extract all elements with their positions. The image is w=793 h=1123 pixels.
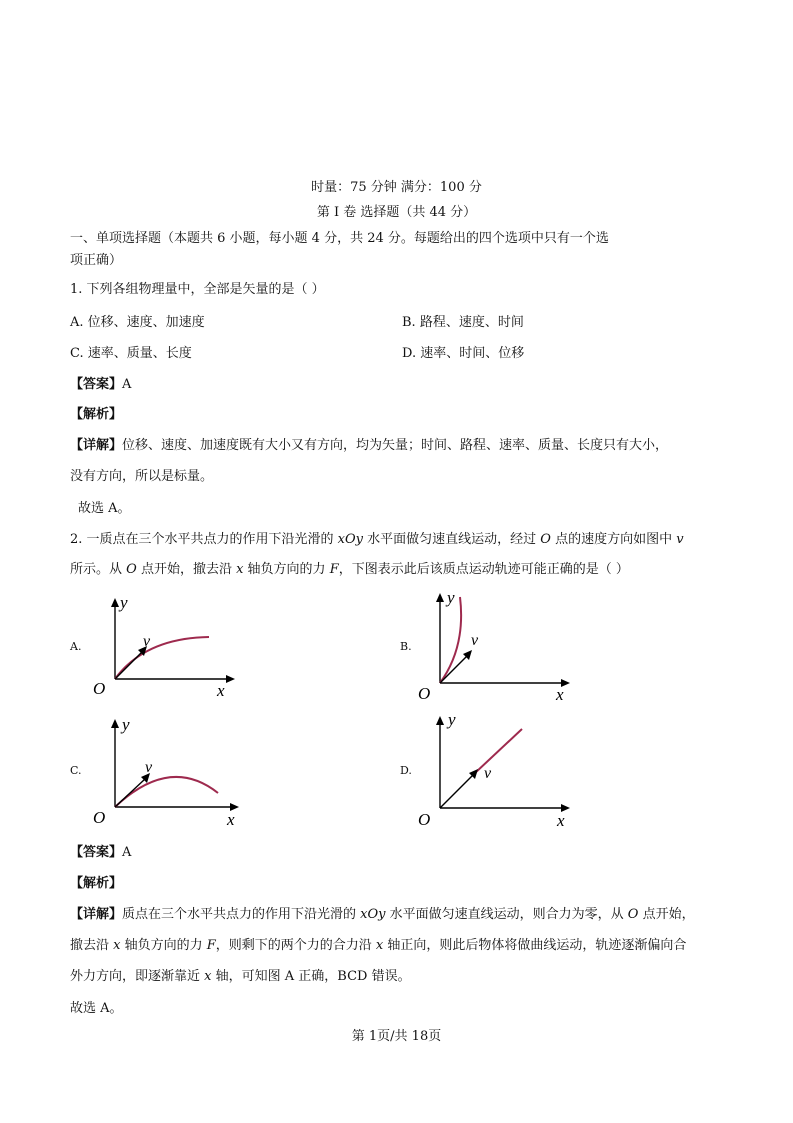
axis-symbol: x — [375, 938, 384, 953]
answer-value: A — [122, 845, 132, 860]
q2-option-label-b: B. — [400, 640, 412, 653]
x-axis-label: x — [557, 811, 565, 830]
trajectory-curve — [440, 597, 461, 683]
detail-text: 外力方向，即逐渐靠近 — [70, 969, 205, 984]
axis-symbol: x — [113, 938, 121, 953]
q2-stem-line1 — [70, 528, 684, 547]
origin-label: O — [93, 808, 106, 827]
origin-label: O — [418, 810, 431, 829]
q2-analysis-label: 【解析】 — [70, 876, 123, 891]
q1-conclusion: 故选 A。 — [78, 501, 131, 516]
stem-text: 2. 一质点在三个水平共点力的作用下沿光滑的 — [70, 532, 338, 547]
detail-text: 轴，可知图 A 正确，BCD 错误。 — [211, 969, 411, 984]
trajectory-curve — [115, 637, 209, 679]
stem-text: 轴负方向的力 — [243, 562, 330, 577]
stem-text: 点开始，撤去沿 — [136, 562, 237, 577]
axis-symbol: x — [204, 969, 212, 984]
q1-option-b: B. 路程、速度、时间 — [402, 315, 524, 330]
trajectory-diagram-a — [90, 590, 240, 700]
x-axis-label: x — [217, 681, 225, 700]
q2-option-label-c: C. — [70, 764, 82, 777]
detail-label: 【详解】 — [70, 438, 123, 453]
y-axis-label: y — [122, 715, 130, 734]
trajectory-line — [475, 729, 522, 773]
force-symbol: F — [329, 562, 339, 577]
plane-symbol: xOy — [360, 907, 386, 922]
velocity-label: v — [145, 759, 153, 776]
trajectory-diagram-b — [415, 585, 575, 705]
q1-analysis-label: 【解析】 — [70, 407, 123, 422]
detail-text: 撤去沿 — [70, 938, 114, 953]
q1-option-c: C. 速率、质量、长度 — [70, 346, 192, 361]
stem-text: 点的速度方向如图中 — [550, 532, 677, 547]
q1-stem: 1. 下列各组物理量中，全部是矢量的是（ ） — [70, 282, 325, 297]
point-symbol: O — [540, 532, 551, 547]
q2-detail-line3 — [70, 965, 411, 984]
detail-text: 点开始， — [638, 907, 695, 922]
force-symbol: F — [206, 938, 216, 953]
section-title: 第 I 卷 选择题（共 44 分） — [316, 205, 477, 220]
q1-detail-line1 — [70, 434, 668, 453]
point-symbol: O — [126, 562, 137, 577]
plane-symbol: xOy — [337, 532, 364, 547]
velocity-label: v — [143, 633, 151, 650]
q2-detail-line1 — [70, 903, 695, 922]
q2-detail-line2 — [70, 934, 686, 953]
part-heading-line2: 项正确） — [70, 253, 123, 268]
q1-option-a: A. 位移、速度、加速度 — [70, 315, 205, 330]
q1-detail-line2: 没有方向，所以是标量。 — [70, 469, 214, 484]
detail-text: 水平面做匀速直线运动，则合力为零，从 — [385, 907, 628, 922]
stem-text: ，下图表示此后该质点运动轨迹可能正确的是（ ） — [338, 562, 629, 577]
page-number: 第 1页/共 18页 — [351, 1029, 442, 1044]
detail-text: 位移、速度、加速度既有大小又有方向，均为矢量；时间、路程、速率、质量、长度只有大小， — [122, 438, 669, 453]
answer-label: 【答案】 — [70, 845, 123, 860]
q2-answer — [70, 841, 131, 860]
trajectory-diagram-c — [90, 710, 250, 830]
detail-text: 轴负方向的力 — [120, 938, 207, 953]
origin-label: O — [418, 684, 431, 703]
y-axis-label: y — [448, 710, 456, 729]
stem-text: 所示。从 — [70, 562, 127, 577]
velocity-symbol: v — [676, 532, 684, 547]
x-axis-label: x — [227, 810, 235, 829]
y-axis-label: y — [447, 588, 455, 607]
axis-symbol: x — [236, 562, 244, 577]
part-heading-line1: 一、单项选择题（本题共 6 小题，每小题 4 分，共 24 分。每题给出的四个选项中只有一个选 — [70, 231, 609, 246]
stem-text: 水平面做匀速直线运动，经过 — [363, 532, 541, 547]
detail-text: 质点在三个水平共点力的作用下沿光滑的 — [122, 907, 361, 922]
x-axis-label: x — [556, 685, 564, 704]
answer-value: A — [122, 377, 132, 392]
detail-label: 【详解】 — [70, 907, 123, 922]
q1-answer — [70, 373, 131, 392]
point-symbol: O — [627, 907, 639, 922]
q2-option-label-a: A. — [70, 640, 82, 653]
trajectory-diagram-d — [415, 705, 575, 830]
y-axis-label: y — [120, 593, 128, 612]
q2-option-label-d: D. — [400, 764, 412, 777]
q2-stem-line2 — [70, 558, 629, 577]
q2-conclusion: 故选 A。 — [70, 1001, 123, 1016]
exam-time-info: 时量：75 分钟 满分：100 分 — [311, 180, 482, 195]
velocity-label: v — [484, 765, 492, 782]
velocity-label: v — [471, 632, 479, 649]
origin-label: O — [93, 679, 106, 698]
answer-label: 【答案】 — [70, 377, 123, 392]
detail-text: 轴正向，则此后物体将做曲线运动，轨迹逐渐偏向合 — [383, 938, 687, 953]
q1-option-d: D. 速率、时间、位移 — [402, 346, 525, 361]
detail-text: ，则剩下的两个力的合力沿 — [215, 938, 376, 953]
